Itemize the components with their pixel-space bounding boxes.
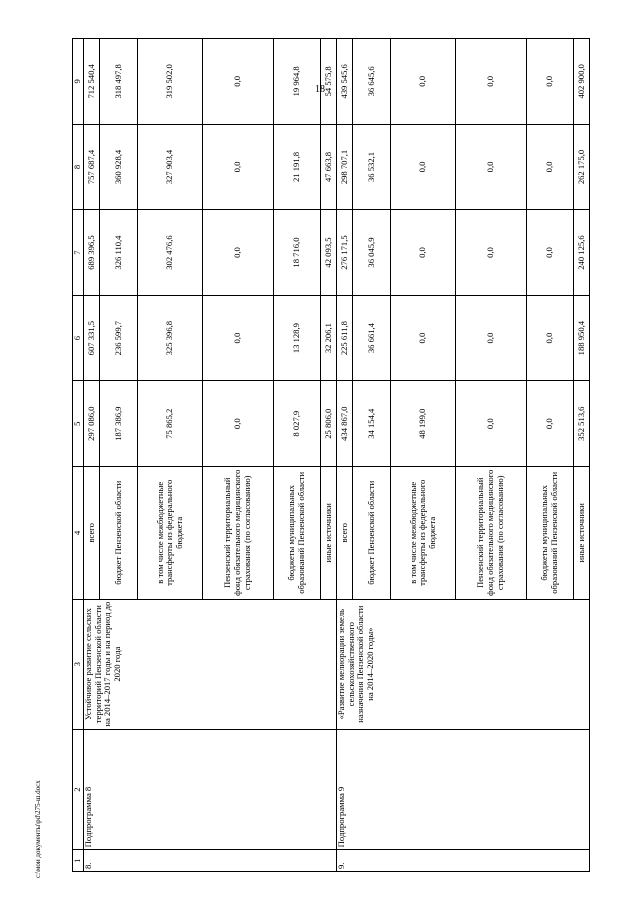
amount-cell: 327 903,4: [138, 124, 203, 210]
funding-source-cell: Пензенский территориальный фонд обязательного медицинского страхования (по согласованию): [456, 466, 527, 599]
amount-cell: 25 806,0: [320, 381, 336, 467]
amount-cell: 225 611,8: [336, 295, 352, 381]
column-header: 2: [73, 729, 84, 850]
program-number-cell: 8.: [84, 850, 337, 872]
program-name-cell: Подпрограмма 8: [84, 729, 337, 850]
amount-cell: 36 661,4: [353, 295, 391, 381]
amount-cell: 0,0: [203, 295, 274, 381]
funding-source-cell: всего: [84, 466, 100, 599]
amount-cell: 0,0: [456, 381, 527, 467]
amount-cell: 75 865,2: [138, 381, 203, 467]
header-row: [73, 39, 84, 872]
funding-source-cell: бюджеты муниципальных образований Пензенской области: [526, 466, 573, 599]
funding-source-cell: бюджет Пензенской области: [100, 466, 138, 599]
amount-cell: 240 125,6: [573, 210, 589, 296]
amount-cell: 36 045,9: [353, 210, 391, 296]
amount-cell: 187 386,9: [100, 381, 138, 467]
column-header: 3: [73, 599, 84, 729]
amount-cell: 0,0: [526, 381, 573, 467]
amount-cell: 54 575,8: [320, 39, 336, 125]
amount-cell: 0,0: [203, 381, 274, 467]
amount-cell: 0,0: [526, 124, 573, 210]
amount-cell: 757 687,4: [84, 124, 100, 210]
amount-cell: 607 331,5: [84, 295, 100, 381]
amount-cell: 0,0: [456, 124, 527, 210]
column-header: 1: [73, 850, 84, 872]
funding-source-cell: иные источники: [573, 466, 589, 599]
amount-cell: 0,0: [391, 39, 456, 125]
program-name-cell: Подпрограмма 9: [336, 729, 589, 850]
funding-source-cell: иные источники: [320, 466, 336, 599]
amount-cell: 32 206,1: [320, 295, 336, 381]
amount-cell: 712 540,4: [84, 39, 100, 125]
amount-cell: 18 716,0: [273, 210, 320, 296]
program-number-cell: 9.: [336, 850, 589, 872]
amount-cell: 0,0: [456, 39, 527, 125]
funding-source-cell: бюджеты муниципальных образований Пензенской области: [273, 466, 320, 599]
table-body: [84, 39, 590, 872]
column-header: 9: [73, 39, 84, 125]
funding-source-cell: всего: [336, 466, 352, 599]
amount-cell: 262 175,0: [573, 124, 589, 210]
amount-cell: 297 086,0: [84, 381, 100, 467]
amount-cell: 36 645,6: [353, 39, 391, 125]
amount-cell: 0,0: [391, 295, 456, 381]
funding-source-cell: Пензенский территориальный фонд обязательного медицинского страхования (по согласованию): [203, 466, 274, 599]
amount-cell: 434 867,0: [336, 381, 352, 467]
amount-cell: 0,0: [456, 210, 527, 296]
amount-cell: 34 154,4: [353, 381, 391, 467]
table-row: [84, 39, 100, 872]
page-number: 18: [315, 84, 325, 95]
amount-cell: 0,0: [391, 124, 456, 210]
amount-cell: 0,0: [203, 210, 274, 296]
program-title-cell: Устойчивое развитие сельских территорий Пензенской области на 2014–2017 годы и на период до 2020 года: [84, 599, 337, 729]
column-header: 6: [73, 295, 84, 381]
amount-cell: 47 663,8: [320, 124, 336, 210]
file-path-footer: c:\мои документы\pd\275-ш.docx: [34, 780, 42, 878]
amount-cell: 0,0: [526, 39, 573, 125]
column-header: 4: [73, 466, 84, 599]
funding-source-cell: бюджет Пензенской области: [353, 466, 391, 599]
amount-cell: 319 502,0: [138, 39, 203, 125]
column-header: 8: [73, 124, 84, 210]
amount-cell: 42 093,5: [320, 210, 336, 296]
column-header: 5: [73, 381, 84, 467]
budget-table: [72, 38, 590, 872]
funding-source-cell: в том числе межбюджетные трансферты из федерального бюджета: [391, 466, 456, 599]
amount-cell: 21 191,8: [273, 124, 320, 210]
amount-cell: 0,0: [526, 295, 573, 381]
rotated-table-container: [72, 38, 590, 872]
amount-cell: 352 513,6: [573, 381, 589, 467]
table-row: [336, 39, 352, 872]
program-title-cell: «Развитие мелиорации земель сельскохозяйственного назначения Пензенской области на 2014–2020 годы»: [336, 599, 589, 729]
amount-cell: 0,0: [203, 39, 274, 125]
amount-cell: 8 027,9: [273, 381, 320, 467]
amount-cell: 13 128,9: [273, 295, 320, 381]
amount-cell: 302 476,6: [138, 210, 203, 296]
amount-cell: 276 171,5: [336, 210, 352, 296]
amount-cell: 318 497,8: [100, 39, 138, 125]
amount-cell: 48 199,0: [391, 381, 456, 467]
column-header: 7: [73, 210, 84, 296]
amount-cell: 36 532,1: [353, 124, 391, 210]
amount-cell: 0,0: [203, 124, 274, 210]
amount-cell: 325 396,8: [138, 295, 203, 381]
amount-cell: 0,0: [456, 295, 527, 381]
amount-cell: 19 964,8: [273, 39, 320, 125]
amount-cell: 326 110,4: [100, 210, 138, 296]
amount-cell: 236 599,7: [100, 295, 138, 381]
amount-cell: 439 545,6: [336, 39, 352, 125]
funding-source-cell: в том числе межбюджетные трансферты из федерального бюджета: [138, 466, 203, 599]
amount-cell: 188 950,4: [573, 295, 589, 381]
amount-cell: 689 396,5: [84, 210, 100, 296]
amount-cell: 402 900,0: [573, 39, 589, 125]
amount-cell: 0,0: [391, 210, 456, 296]
amount-cell: 298 707,1: [336, 124, 352, 210]
amount-cell: 0,0: [526, 210, 573, 296]
amount-cell: 360 928,4: [100, 124, 138, 210]
